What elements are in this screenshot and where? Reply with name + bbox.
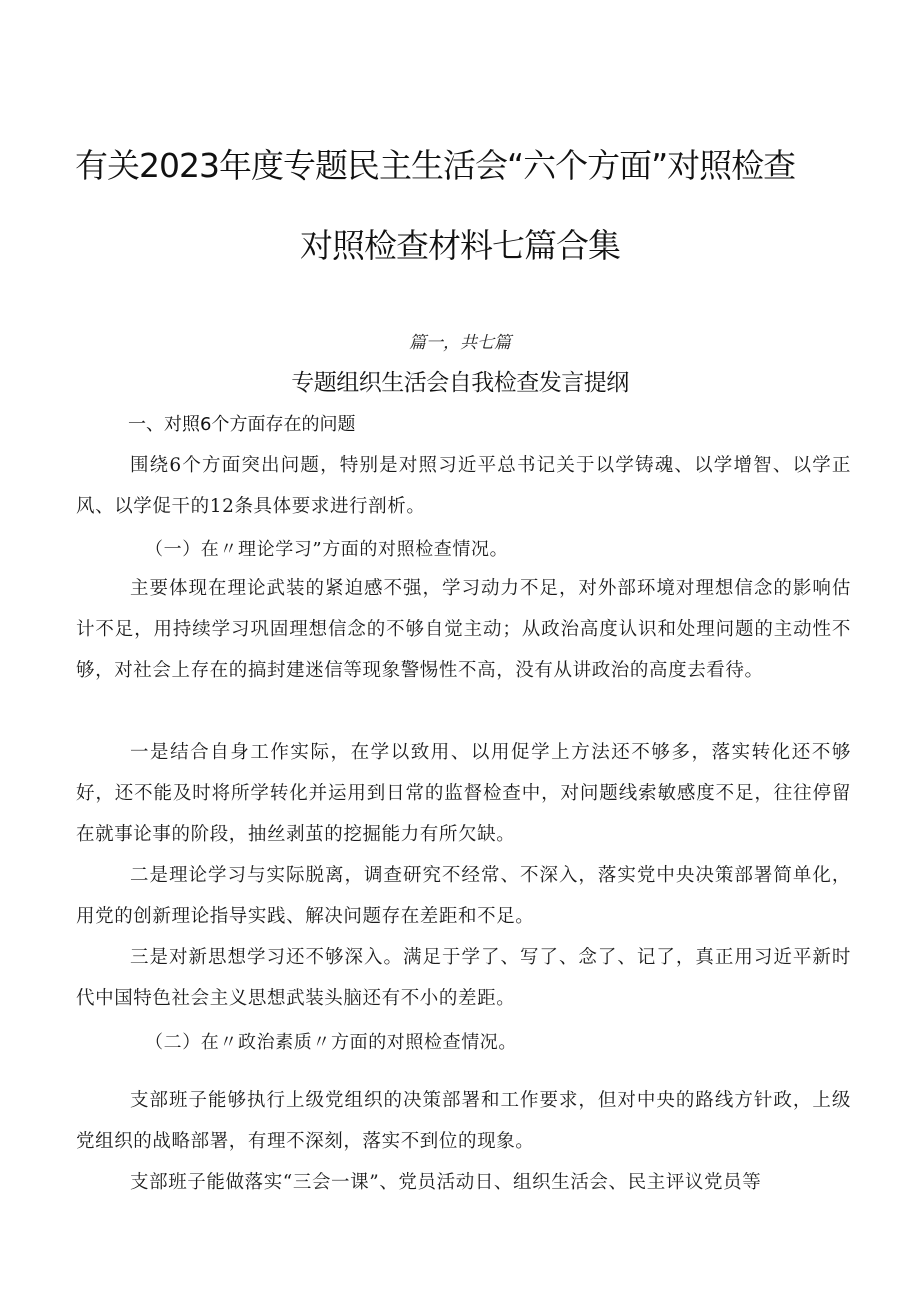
subsection-heading-2: （二）在〃政治素质〃方面的对照检查情况。	[145, 1032, 517, 1053]
paragraph-point-one: 一是结合自身工作实际，在学以致用、以用促学上方法还不够多，落实转化还不够好，还不能及时将所学转化并运用到日常的监督检查中，对问题线索敏感度不足，往往停留在就事论事的阶段，抽丝剥茧的挖掘能力有所欠缺。	[76, 742, 851, 845]
paragraph-main-issue: 主要体现在理论武装的紧迫感不强，学习动力不足，对外部环境对理想信念的影响估计不足，用持续学习巩固理想信念的不够自觉主动；从政治高度认识和处理问题的主动性不够，对社会上存在的搞封建迷信等现象警惕性不高，没有从讲政治的高度去看待。	[76, 578, 851, 681]
subsection-heading-1: （一）在〃理论学习”方面的对照检查情况。	[145, 539, 509, 560]
paragraph-point-two: 二是理论学习与实际脱离，调查研究不经常、不深入，落实党中央决策部署简单化，用党的创新理论指导实践、解决问题存在差距和不足。	[76, 865, 851, 927]
document-title-line1: 有关2023年度专题民主生活会“六个方面”对照检查	[75, 146, 796, 185]
paragraph-political-a: 支部班子能够执行上级党组织的决策部署和工作要求，但对中央的路线方针政，上级党组织的战略部署，有理不深刻，落实不到位的现象。	[76, 1090, 851, 1152]
document-title-line2: 对照检查材料七篇合集	[300, 226, 620, 265]
paragraph-point-three: 三是对新思想学习还不够深入。满足于学了、写了、念了、记了，真正用习近平新时代中国特色社会主义思想武装头脑还有不小的差距。	[76, 947, 851, 1009]
part-label: 篇一，共七篇	[409, 333, 511, 353]
paragraph-political-b: 支部班子能做落实“三会一课”、党员活动日、组织生活会、民主评议党员等	[130, 1172, 762, 1193]
section-heading: 一、对照6个方面存在的问题	[128, 414, 356, 435]
section-subtitle: 专题组织生活会自我检查发言提纲	[291, 370, 629, 396]
intro-paragraph: 围绕6个方面突出问题，特别是对照习近平总书记关于以学铸魂、以学增智、以学正风、以学促干的12条具体要求进行剖析。	[76, 455, 851, 517]
